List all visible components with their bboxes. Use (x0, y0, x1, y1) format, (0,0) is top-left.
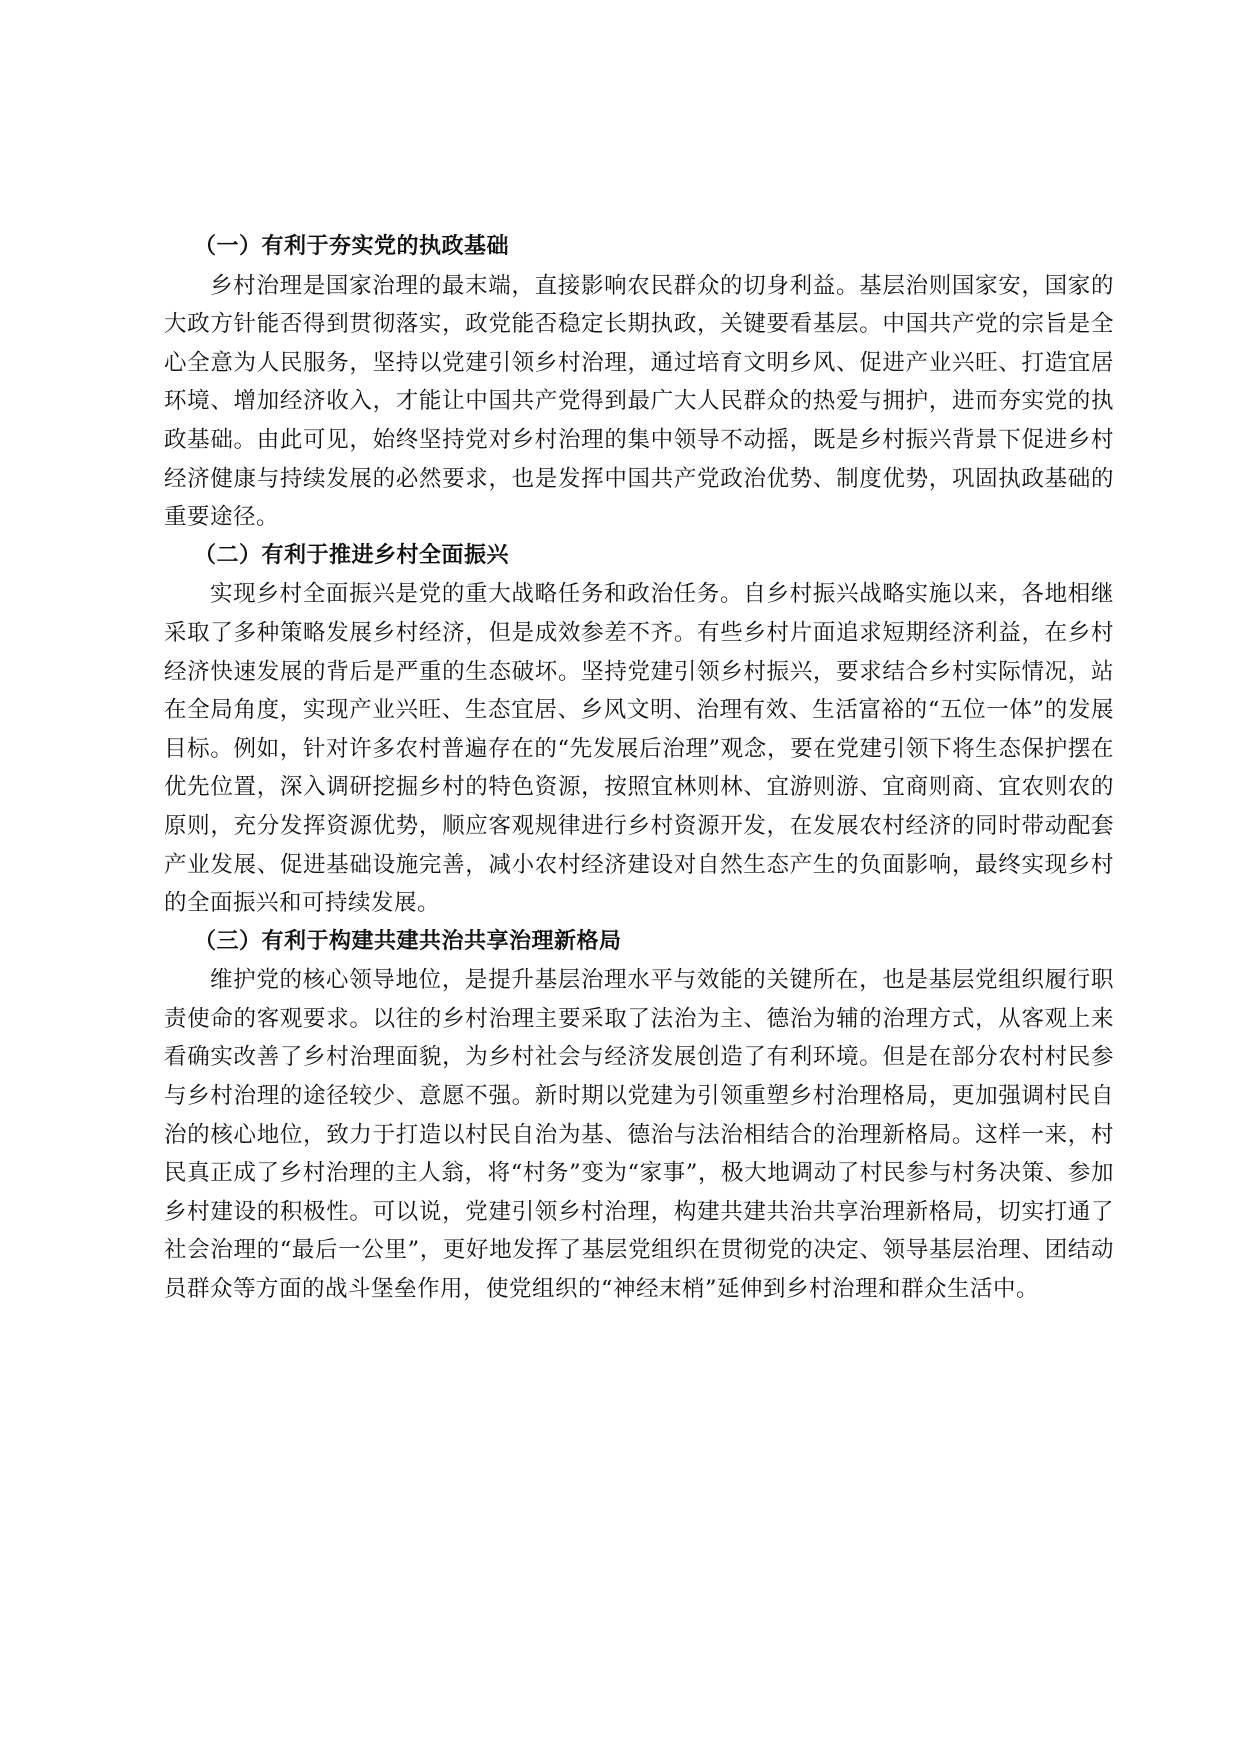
section-paragraph: 乡村治理是国家治理的最末端，直接影响农民群众的切身利益。基层治则国家安，国家的大政方针能否得到贯彻落实，政党能否稳定长期执政，关键要看基层。中国共产党的宗旨是全心全意为人民服务，坚持以党建引领乡村治理，通过培育文明乡风、促进产业兴旺、打造宜居环境、增加经济收入，才能让中国共产党得到最广大人民群众的热爱与拥护，进而夯实党的执政基础。由此可见，始终坚持党对乡村治理的集中领导不动摇，既是乡村振兴背景下促进乡村经济健康与持续发展的必然要求，也是发挥中国共产党政治优势、制度优势，巩固执政基础的重要途径。 (164, 272, 1114, 531)
document-page (164, 228, 1114, 1309)
section-2 (164, 537, 1114, 923)
section-paragraph: 维护党的核心领导地位，是提升基层治理水平与效能的关键所在，也是基层党组织履行职责使命的客观要求。以往的乡村治理主要采取了法治为主、德治为辅的治理方式，从客观上来看确实改善了乡村治理面貌，为乡村社会与经济发展创造了有利环境。但是在部分农村村民参与乡村治理的途径较少、意愿不强。新时期以党建为引领重塑乡村治理格局，更加强调村民自治的核心地位，致力于打造以村民自治为基、德治与法治相结合的治理新格局。这样一来，村民真正成了乡村治理的主人翁，将“村务”变为“家事”，极大地调动了村民参与村务决策、参加乡村建设的积极性。可以说，党建引领乡村治理，构建共建共治共享治理新格局，切实打通了社会治理的“最后一公里”，更好地发挥了基层党组织在贯彻党的决定、领导基层治理、团结动员群众等方面的战斗堡垒作用，使党组织的“神经末梢”延伸到乡村治理和群众生活中。 (164, 967, 1114, 1303)
section-paragraph: 实现乡村全面振兴是党的重大战略任务和政治任务。自乡村振兴战略实施以来，各地相继采取了多种策略发展乡村经济，但是成效参差不齐。有些乡村片面追求短期经济利益，在乡村经济快速发展的背后是严重的生态破坏。坚持党建引领乡村振兴，要求结合乡村实际情况，站在全局角度，实现产业兴旺、生态宜居、乡风文明、治理有效、生活富裕的“五位一体”的发展目标。例如，针对许多农村普遍存在的“先发展后治理”观念，要在党建引领下将生态保护摆在优先位置，深入调研挖掘乡村的特色资源，按照宜林则林、宜游则游、宜商则商、宜农则农的原则，充分发挥资源优势，顺应客观规律进行乡村资源开发，在发展农村经济的同时带动配套产业发展、促进基础设施完善，减小农村经济建设对自然生态产生的负面影响，最终实现乡村的全面振兴和可持续发展。 (164, 581, 1114, 917)
section-heading: （二）有利于推进乡村全面振兴 (194, 542, 510, 568)
section-1 (164, 228, 1114, 537)
section-heading: （三）有利于构建共建共治共享治理新格局 (194, 928, 622, 954)
section-3 (164, 923, 1114, 1309)
section-heading: （一）有利于夯实党的执政基础 (194, 234, 510, 259)
